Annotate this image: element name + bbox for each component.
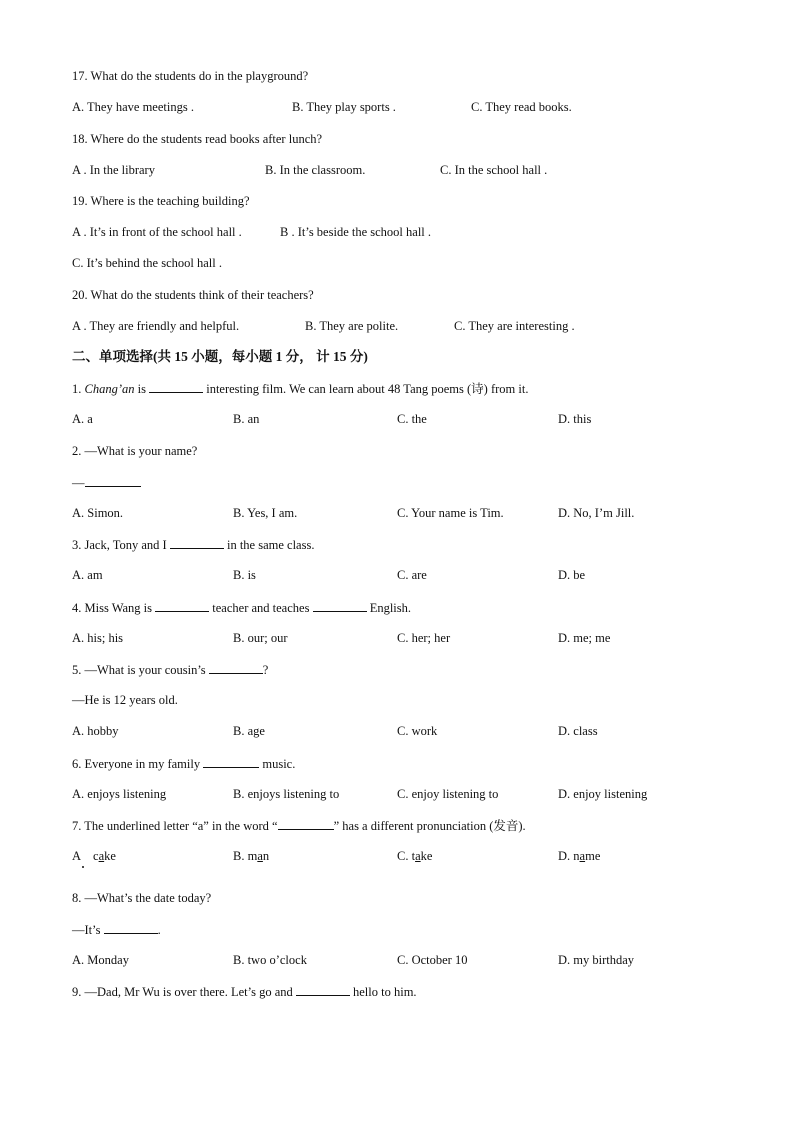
q9-stem-pre: 9. —Dad, Mr Wu is over there. Let’s go and bbox=[72, 985, 296, 999]
q1-option-a: A. a bbox=[72, 412, 93, 426]
q7-option-a bbox=[72, 848, 116, 864]
q7-option-a-underlined: a bbox=[98, 849, 105, 863]
q8-answer-line bbox=[72, 921, 161, 938]
q7-option-d-post: me bbox=[585, 849, 601, 863]
q18-stem: 18. Where do the students read books after lunch? bbox=[72, 132, 323, 146]
q7-option-b-post: n bbox=[262, 849, 270, 863]
q3-option-a: A. am bbox=[72, 568, 103, 582]
q6-stem-post: music. bbox=[259, 757, 296, 771]
q5-option-a: A. hobby bbox=[72, 724, 119, 738]
q7-option-d bbox=[558, 848, 600, 864]
q2-option-b: B. Yes, I am. bbox=[233, 506, 298, 520]
q3-option-b: B. is bbox=[233, 568, 256, 582]
q7-option-d-pre: n bbox=[573, 849, 580, 863]
q2-option-c: C. Your name is Tim. bbox=[397, 506, 504, 520]
q7-option-c-underlined: a bbox=[415, 849, 421, 863]
q8-option-a: A. Monday bbox=[72, 953, 129, 967]
q5-option-b: B. age bbox=[233, 724, 265, 738]
q1-number: 1. bbox=[72, 382, 85, 396]
q1-option-c: C. the bbox=[397, 412, 427, 426]
q6-option-b: B. enjoys listening to bbox=[233, 787, 340, 801]
q2-dash: — bbox=[72, 476, 85, 490]
q7-option-c-label: C. bbox=[397, 849, 412, 863]
q19-option-a: A . It’s in front of the school hall . bbox=[72, 225, 242, 239]
q2-option-d: D. No, I’m Jill. bbox=[558, 506, 635, 520]
q3-option-d: D. be bbox=[558, 568, 586, 582]
q5-answer-line: —He is 12 years old. bbox=[72, 693, 178, 707]
q7-option-c-post: ke bbox=[420, 849, 433, 863]
q2-answer-line bbox=[72, 474, 141, 491]
q8-stem: 8. —What’s the date today? bbox=[72, 891, 212, 905]
q1-stem-post: interesting film. We can learn about 48 Tang poems (诗) from it. bbox=[203, 382, 529, 396]
q7-option-c-pre: t bbox=[411, 849, 416, 863]
q3-stem-pre: 3. Jack, Tony and I bbox=[72, 538, 170, 552]
q5-stem-post: ? bbox=[262, 663, 269, 677]
q8-answer-post: . bbox=[157, 923, 161, 937]
q19-option-c: C. It’s behind the school hall . bbox=[72, 256, 222, 270]
q18-option-b: B. In the classroom. bbox=[265, 163, 366, 177]
q9-blank bbox=[296, 983, 350, 996]
q19-stem: 19. Where is the teaching building? bbox=[72, 194, 250, 208]
q3-stem bbox=[72, 536, 314, 553]
q6-blank bbox=[203, 755, 259, 768]
q17-stem: 17. What do the students do in the playground? bbox=[72, 69, 309, 83]
q9-stem bbox=[72, 983, 417, 1000]
q2-blank bbox=[85, 474, 141, 487]
q4-stem-post: English. bbox=[366, 601, 412, 615]
q17-option-b: B. They play sports . bbox=[292, 100, 396, 114]
q1-option-d: D. this bbox=[558, 412, 592, 426]
q6-stem-pre: 6. Everyone in my family bbox=[72, 757, 204, 771]
q20-option-c: C. They are interesting . bbox=[454, 319, 575, 333]
q18-option-a: A . In the library bbox=[72, 163, 155, 177]
q4-option-a: A. his; his bbox=[72, 631, 124, 645]
q8-option-b: B. two o’clock bbox=[233, 953, 307, 967]
q1-stem bbox=[72, 380, 528, 397]
q8-blank bbox=[104, 921, 158, 934]
q20-option-a: A . They are friendly and helpful. bbox=[72, 319, 240, 333]
q1-blank bbox=[149, 380, 203, 393]
q4-option-d: D. me; me bbox=[558, 631, 611, 645]
q2-stem: 2. —What is your name? bbox=[72, 444, 198, 458]
q1-film-title: Chang’an bbox=[84, 382, 135, 396]
q4-blank-1 bbox=[155, 599, 209, 612]
q5-stem-pre: 5. —What is your cousin’s bbox=[72, 663, 209, 677]
q20-stem: 20. What do the students think of their teachers? bbox=[72, 288, 314, 302]
q7-stem bbox=[72, 817, 526, 834]
q6-option-c: C. enjoy listening to bbox=[397, 787, 499, 801]
q7-option-c bbox=[397, 848, 432, 864]
q3-option-c: C. are bbox=[397, 568, 427, 582]
q17-option-c: C. They read books. bbox=[471, 100, 572, 114]
q4-option-c: C. her; her bbox=[397, 631, 451, 645]
q20-option-b: B. They are polite. bbox=[305, 319, 399, 333]
q6-option-d: D. enjoy listening bbox=[558, 787, 648, 801]
q5-option-d: D. class bbox=[558, 724, 598, 738]
q8-answer-pre: —It’s bbox=[72, 923, 104, 937]
q4-blank-2 bbox=[313, 599, 367, 612]
section-heading: 二、单项选择(共 15 小题，每小题 1 分， 计 15 分) bbox=[72, 349, 368, 364]
q9-stem-post: hello to him. bbox=[349, 985, 417, 999]
q4-stem-pre: 4. Miss Wang is bbox=[72, 601, 156, 615]
q7-option-a-dot bbox=[82, 866, 84, 868]
q17-option-a: A. They have meetings . bbox=[72, 100, 194, 114]
q8-option-c: C. October 10 bbox=[397, 953, 468, 967]
q5-stem bbox=[72, 661, 268, 678]
q7-option-d-label: D. bbox=[558, 849, 574, 863]
q8-option-d: D. my birthday bbox=[558, 953, 635, 967]
q7-option-a-post: ke bbox=[104, 849, 116, 863]
q7-option-b-underlined: a bbox=[257, 849, 263, 863]
q4-stem-mid: teacher and teaches bbox=[209, 601, 313, 615]
q3-blank bbox=[170, 536, 224, 549]
q7-stem-post: ” has a different pronunciation (发音). bbox=[333, 819, 526, 833]
q7-option-a-pre: c bbox=[93, 849, 99, 863]
q2-option-a: A. Simon. bbox=[72, 506, 124, 520]
q18-option-c: C. In the school hall . bbox=[440, 163, 548, 177]
q7-option-b bbox=[233, 848, 269, 864]
q19-option-b: B . It’s beside the school hall . bbox=[280, 225, 432, 239]
q6-stem bbox=[72, 755, 295, 772]
q7-option-b-pre: m bbox=[247, 849, 258, 863]
q5-option-c: C. work bbox=[397, 724, 438, 738]
q7-stem-pre: 7. The underlined letter “a” in the word “ bbox=[72, 819, 278, 833]
q7-blank bbox=[278, 817, 334, 830]
q7-option-d-underlined: a bbox=[579, 849, 586, 863]
q3-stem-post: in the same class. bbox=[223, 538, 315, 552]
q7-option-a-label: A bbox=[72, 849, 82, 863]
q4-option-b: B. our; our bbox=[233, 631, 288, 645]
q4-stem bbox=[72, 599, 411, 616]
q1-stem-pre: is bbox=[134, 382, 150, 396]
q7-option-b-label: B. bbox=[233, 849, 248, 863]
q5-blank bbox=[209, 661, 263, 674]
q6-option-a: A. enjoys listening bbox=[72, 787, 167, 801]
q1-option-b: B. an bbox=[233, 412, 260, 426]
